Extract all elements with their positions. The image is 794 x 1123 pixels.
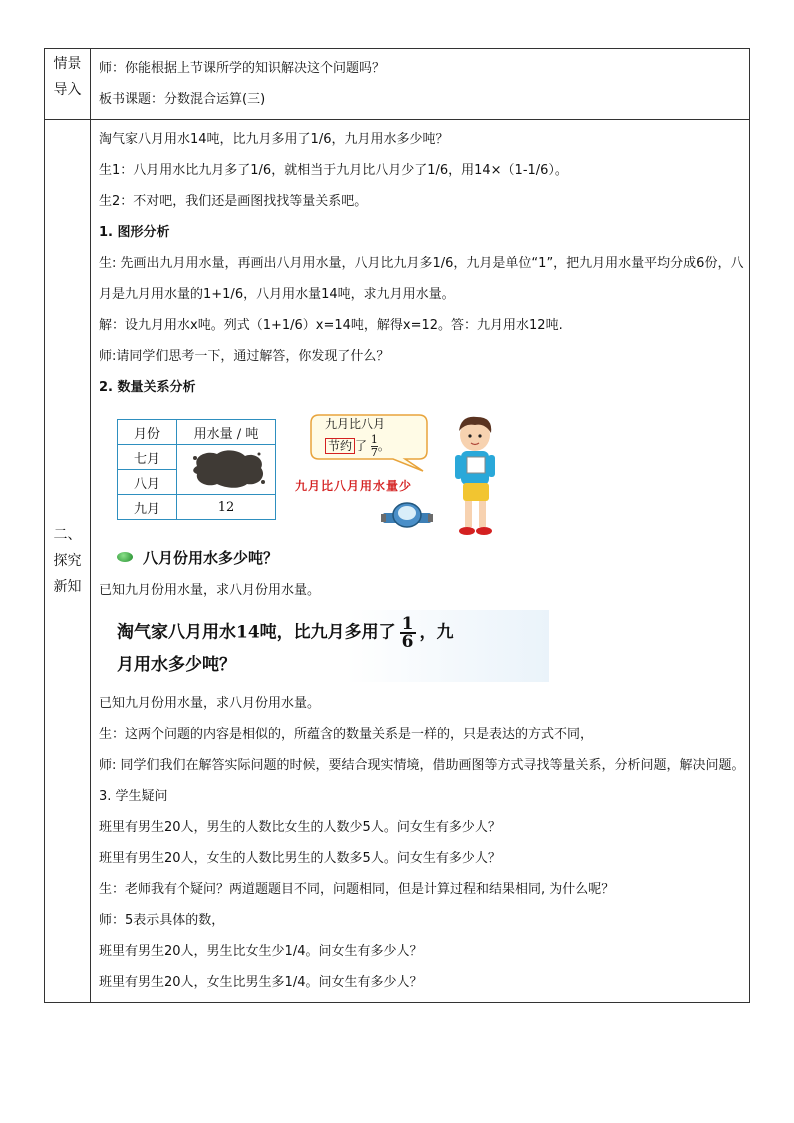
explore-line: 班里有男生20人，男生的人数比女生的人数少5人。问女生有多少人？ — [99, 820, 501, 835]
textbook-illustration — [99, 407, 749, 539]
explore-line: 生2：不对吧，我们还是画图找找等量关系吧。 — [99, 194, 368, 209]
table-header-usage: 用水量 / 吨 — [177, 420, 276, 445]
boy-illustration — [437, 413, 513, 543]
intro-line: 板书课题：分数混合运算(三) — [99, 92, 266, 107]
fraction-den: 7 — [370, 446, 378, 459]
ink-blot-shape — [189, 448, 267, 490]
label-intro-1: 情景 — [53, 56, 82, 72]
row-content-explore — [91, 120, 750, 1003]
banner-text — [117, 616, 454, 680]
table-header-month: 月份 — [118, 420, 177, 445]
explore-line: 生：这两个问题的内容是相似的，所蕴含的数量关系是一样的，只是表达的方式不同， — [99, 727, 594, 742]
explore-line: 解：设九月用水x吨。列式（1+1/6）x=14吨，解得x=12。答：九月用水12吨. — [99, 318, 563, 333]
bubble-word: 节约 — [325, 438, 355, 454]
label-explore-2: 探究 — [53, 553, 82, 569]
table-cell-month: 八月 — [118, 470, 177, 495]
label-intro-2: 导入 — [53, 82, 82, 98]
fraction-num: 1 — [370, 433, 378, 446]
explore-line: 班里有男生20人，女生的人数比男生的人数多5人。问女生有多少人？ — [99, 851, 501, 866]
banner-line1 — [117, 616, 454, 650]
banner-fraction — [400, 616, 416, 650]
table-cell-usage: 12 — [177, 495, 276, 520]
explore-line: 师: 同学们我们在解答实际问题的时候，要结合现实情境，借助画图等方式寻找等量关系，分析问题，解决问题。 — [99, 758, 745, 773]
explore-line: 淘气家八月用水14吨，比九月多用了1/6，九月用水多少吨？ — [99, 132, 449, 147]
illustration-caption: 九月比八月用水量少 — [295, 479, 413, 493]
question-heading-text: 八月份用水多少吨？ — [143, 548, 279, 567]
bubble-text — [325, 415, 390, 459]
bubble-end: 。 — [377, 439, 390, 453]
intro-line: 师：你能根据上节课所学的知识解决这个问题吗？ — [99, 61, 386, 76]
explore-line: 班里有男生20人，女生比男生多1/4。问女生有多少人？ — [99, 975, 423, 990]
explore-line: 师:请同学们思考一下，通过解答，你发现了什么？ — [99, 349, 390, 364]
problem-banner — [99, 610, 549, 682]
bubble-line2 — [325, 434, 390, 459]
fraction-num: 1 — [401, 614, 414, 634]
green-dot-icon — [117, 552, 133, 562]
lesson-table — [44, 48, 750, 1003]
explore-line: 生：老师我有个疑问？两道题题目不同，问题相同，但是计算过程和结果相同, 为什么呢？ — [99, 882, 615, 897]
section-heading: 2. 数量关系分析 — [99, 380, 196, 395]
label-explore-3: 新知 — [53, 579, 82, 595]
row-label-intro — [45, 49, 91, 120]
table-cell-month: 七月 — [118, 445, 177, 470]
banner-part2: ，九 — [419, 622, 454, 643]
bubble-mid: 了 — [355, 439, 368, 453]
question-heading — [117, 539, 749, 575]
explore-line: 生: 先画出九月用水量，再画出八月用水量，八月比九月多1/6，九月是单位“1”，把九月用水量平均分成6份，八月是九月用水量的1+1/6，八月用水量14吨，求九月用水量。 — [99, 256, 744, 302]
explore-line: 已知九月份用水量，求八月份用水量。 — [99, 696, 321, 711]
explore-line: 已知九月份用水量，求八月份用水量。 — [99, 583, 321, 598]
bubble-fraction — [371, 434, 378, 459]
explore-line: 3. 学生疑问 — [99, 789, 168, 804]
label-explore-1: 二、 — [53, 527, 82, 543]
explore-line: 生1：八月用水比九月多了1/6，就相当于九月比八月少了1/6，用14×（1-1/6）。 — [99, 163, 568, 178]
explore-line: 师：5表示具体的数， — [99, 913, 225, 928]
water-meter-icon — [381, 499, 433, 533]
table-cell-month: 九月 — [118, 495, 177, 520]
bubble-line1: 九月比八月 — [325, 417, 386, 431]
explore-line: 班里有男生20人，男生比女生少1/4。问女生有多少人？ — [99, 944, 423, 959]
row-explore — [45, 120, 750, 1003]
row-intro — [45, 49, 750, 120]
fraction-den: 6 — [401, 632, 414, 652]
banner-line2: 月用水多少吨？ — [117, 655, 236, 675]
row-content-intro — [91, 49, 750, 120]
row-label-explore — [45, 120, 91, 1003]
ink-blot — [177, 445, 276, 495]
water-usage-table — [117, 419, 276, 520]
section-heading: 1. 图形分析 — [99, 225, 170, 240]
banner-part1: 淘气家八月用水14吨，比九月多用了 — [117, 622, 396, 643]
